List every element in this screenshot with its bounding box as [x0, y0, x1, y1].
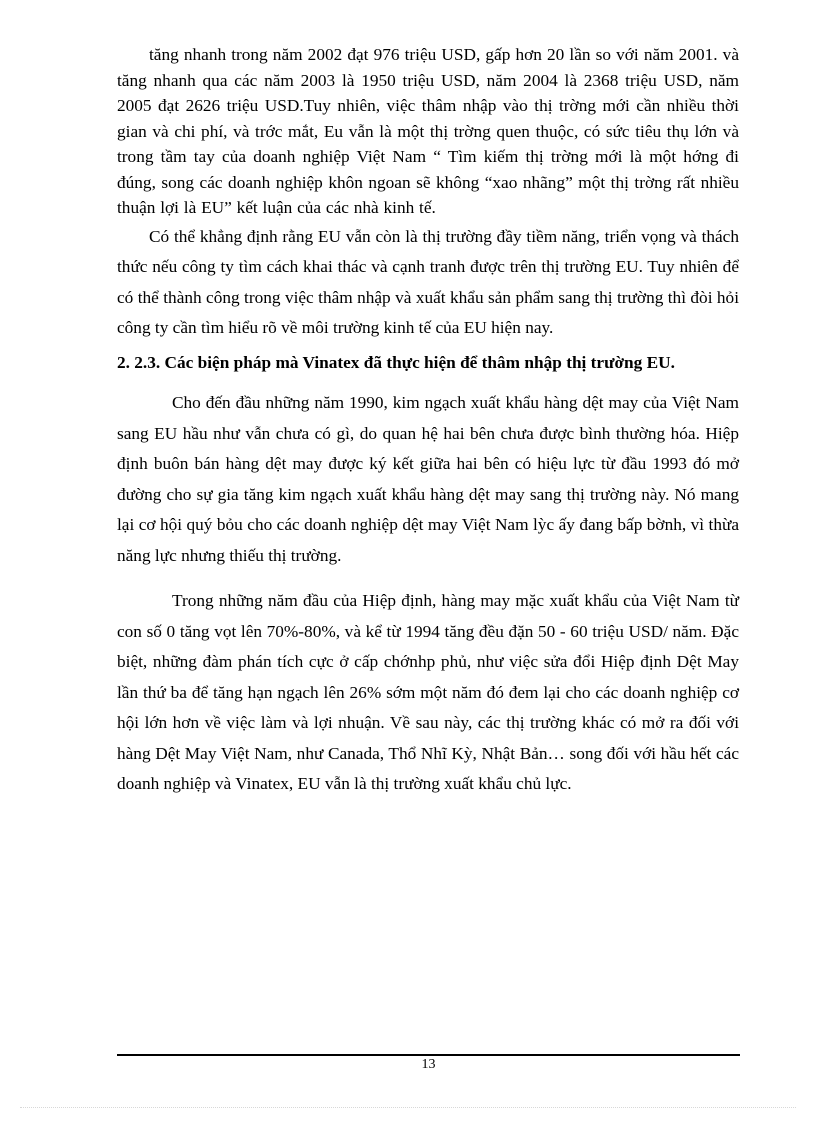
paragraph-trade-agreement: Cho đến đầu những năm 1990, kim ngạch xuất khẩu hàng dệt may của Việt Nam sang EU hầu như vẫn chưa có gì, do quan hệ hai bên chưa được bình thường hóa. Hiệp định buôn bán hàng dệt may được ký kết giữa hai bên có hiệu lực từ đầu 1993 đó mở đường cho sự gia tăng kim ngạch xuất khẩu hàng dệt may sang thị trường này. Nó mang lại cơ hội quý bỏu cho các doanh nghiệp dệt may Việt Nam lỳc ấy đang bấp bờnh, vì thừa năng lực nhưng thiếu thị trường. [117, 393, 739, 565]
page-bottom-border [20, 1107, 796, 1108]
page-body [117, 42, 739, 800]
spacer [117, 378, 739, 387]
spacer [117, 571, 739, 585]
paragraph-market-growth: tăng nhanh trong năm 2002 đạt 976 triệu USD, gấp hơn 20 lần so với năm 2001. và tăng nhanh qua các năm 2003 là 1950 triệu USD, năm 2004 là 2368 triệu USD, năm 2005 đạt 2626 triệu USD.Tuy nhiên, việc thâm nhập vào thị trờng mới cần nhiều thời gian và chi phí, và trớc mắt, Eu vẫn là một thị trờng quen thuộc, có sức tiêu thụ lớn và trong tầm tay của doanh nghiệp Việt Nam “ Tìm kiếm thị trờng mới là một hớng đi đúng, song các doanh nghiệp khôn ngoan sẽ không “xao nhãng” một thị trờng rất nhiều thuận lợi là EU” kết luận của các nhà kinh tế. [117, 45, 739, 217]
page-number: 13 [421, 1057, 436, 1072]
footer-divider [117, 1054, 740, 1056]
paragraph-export-growth: Trong những năm đầu của Hiệp định, hàng may mặc xuất khẩu của Việt Nam từ con số 0 tăng vọt lên 70%-80%, và kể từ 1994 tăng đều đặn 50 - 60 triệu USD/ năm. Đặc biệt, những đàm phán tích cực ở cấp chớnhp phủ, như việc sửa đổi Hiệp định Dệt May lần thứ ba để tăng hạn ngạch lên 26% sớm một năm đó đem lại cho các doanh nghiệp cơ hội lớn hơn về việc làm và lợi nhuận. Về sau này, các thị trường khác có mở ra đối với hàng Dệt May Việt Nam, như Canada, Thổ Nhĩ Kỳ, Nhật Bản… song đối với hầu hết các doanh nghiệp và Vinatex, EU vẫn là thị trường xuất khẩu chủ lực. [117, 591, 739, 793]
paragraph-eu-potential: Có thể khẳng định rằng EU vẫn còn là thị trường đầy tiềm năng, triển vọng và thách thức nếu công ty tìm cách khai thác và cạnh tranh được trên thị trường EU. Tuy nhiên để có thể thành công trong việc thâm nhập và xuất khẩu sản phẩm sang thị trường thì đòi hỏi công ty cần tìm hiểu rõ về môi trường kinh tế của EU hiện nay. [117, 226, 739, 337]
section-heading: 2. 2.3. Các biện pháp mà Vinatex đã thực hiện để thâm nhập thị trường EU. [117, 352, 675, 372]
